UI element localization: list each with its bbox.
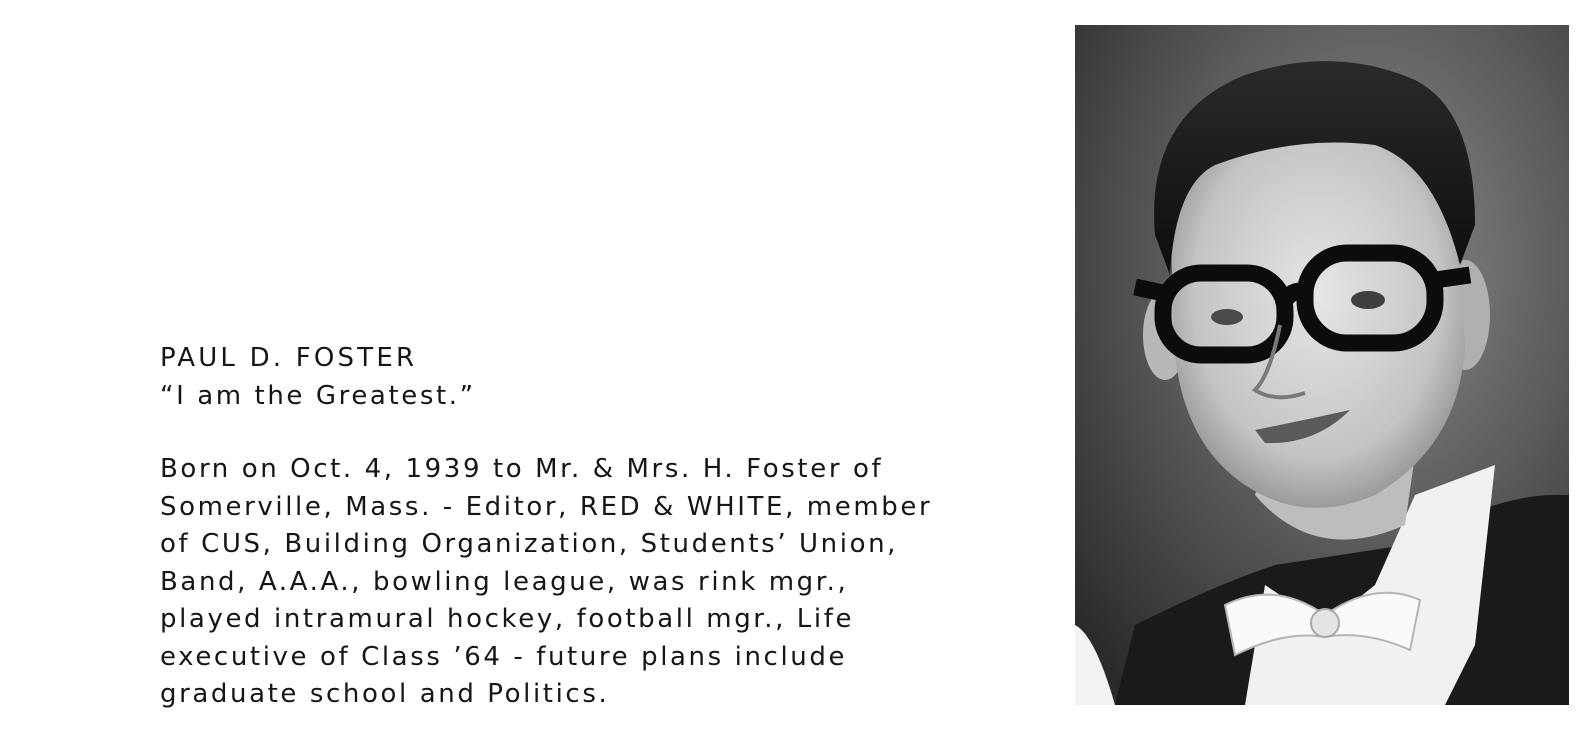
bio-line: played intramural hockey, football mgr., Life (160, 604, 855, 634)
bio-line: executive of Class ’64 - future plans include (160, 641, 848, 672)
bio-line: of CUS, Building Organization, Students’ Union, (160, 529, 899, 559)
bio-line: Born on Oct. 4, 1939 to Mr. & Mrs. H. Foster of (160, 454, 884, 484)
bio-spacer (160, 415, 1020, 451)
bio-line: Band, A.A.A., bowling league, was rink mgr., (160, 566, 849, 597)
student-name: PAUL D. FOSTER (160, 343, 418, 373)
portrait-photo (1075, 25, 1569, 705)
bow-tie-knot (1311, 609, 1339, 637)
left-eye-shape (1211, 309, 1243, 325)
right-eye-shape (1351, 291, 1385, 309)
biography-block (160, 340, 1020, 714)
student-motto: “I am the Greatest.” (160, 380, 476, 411)
portrait-image (1075, 25, 1569, 705)
bio-line: Somerville, Mass. - Editor, RED & WHITE, member (160, 491, 933, 522)
bio-line: graduate school and Politics. (160, 679, 610, 709)
